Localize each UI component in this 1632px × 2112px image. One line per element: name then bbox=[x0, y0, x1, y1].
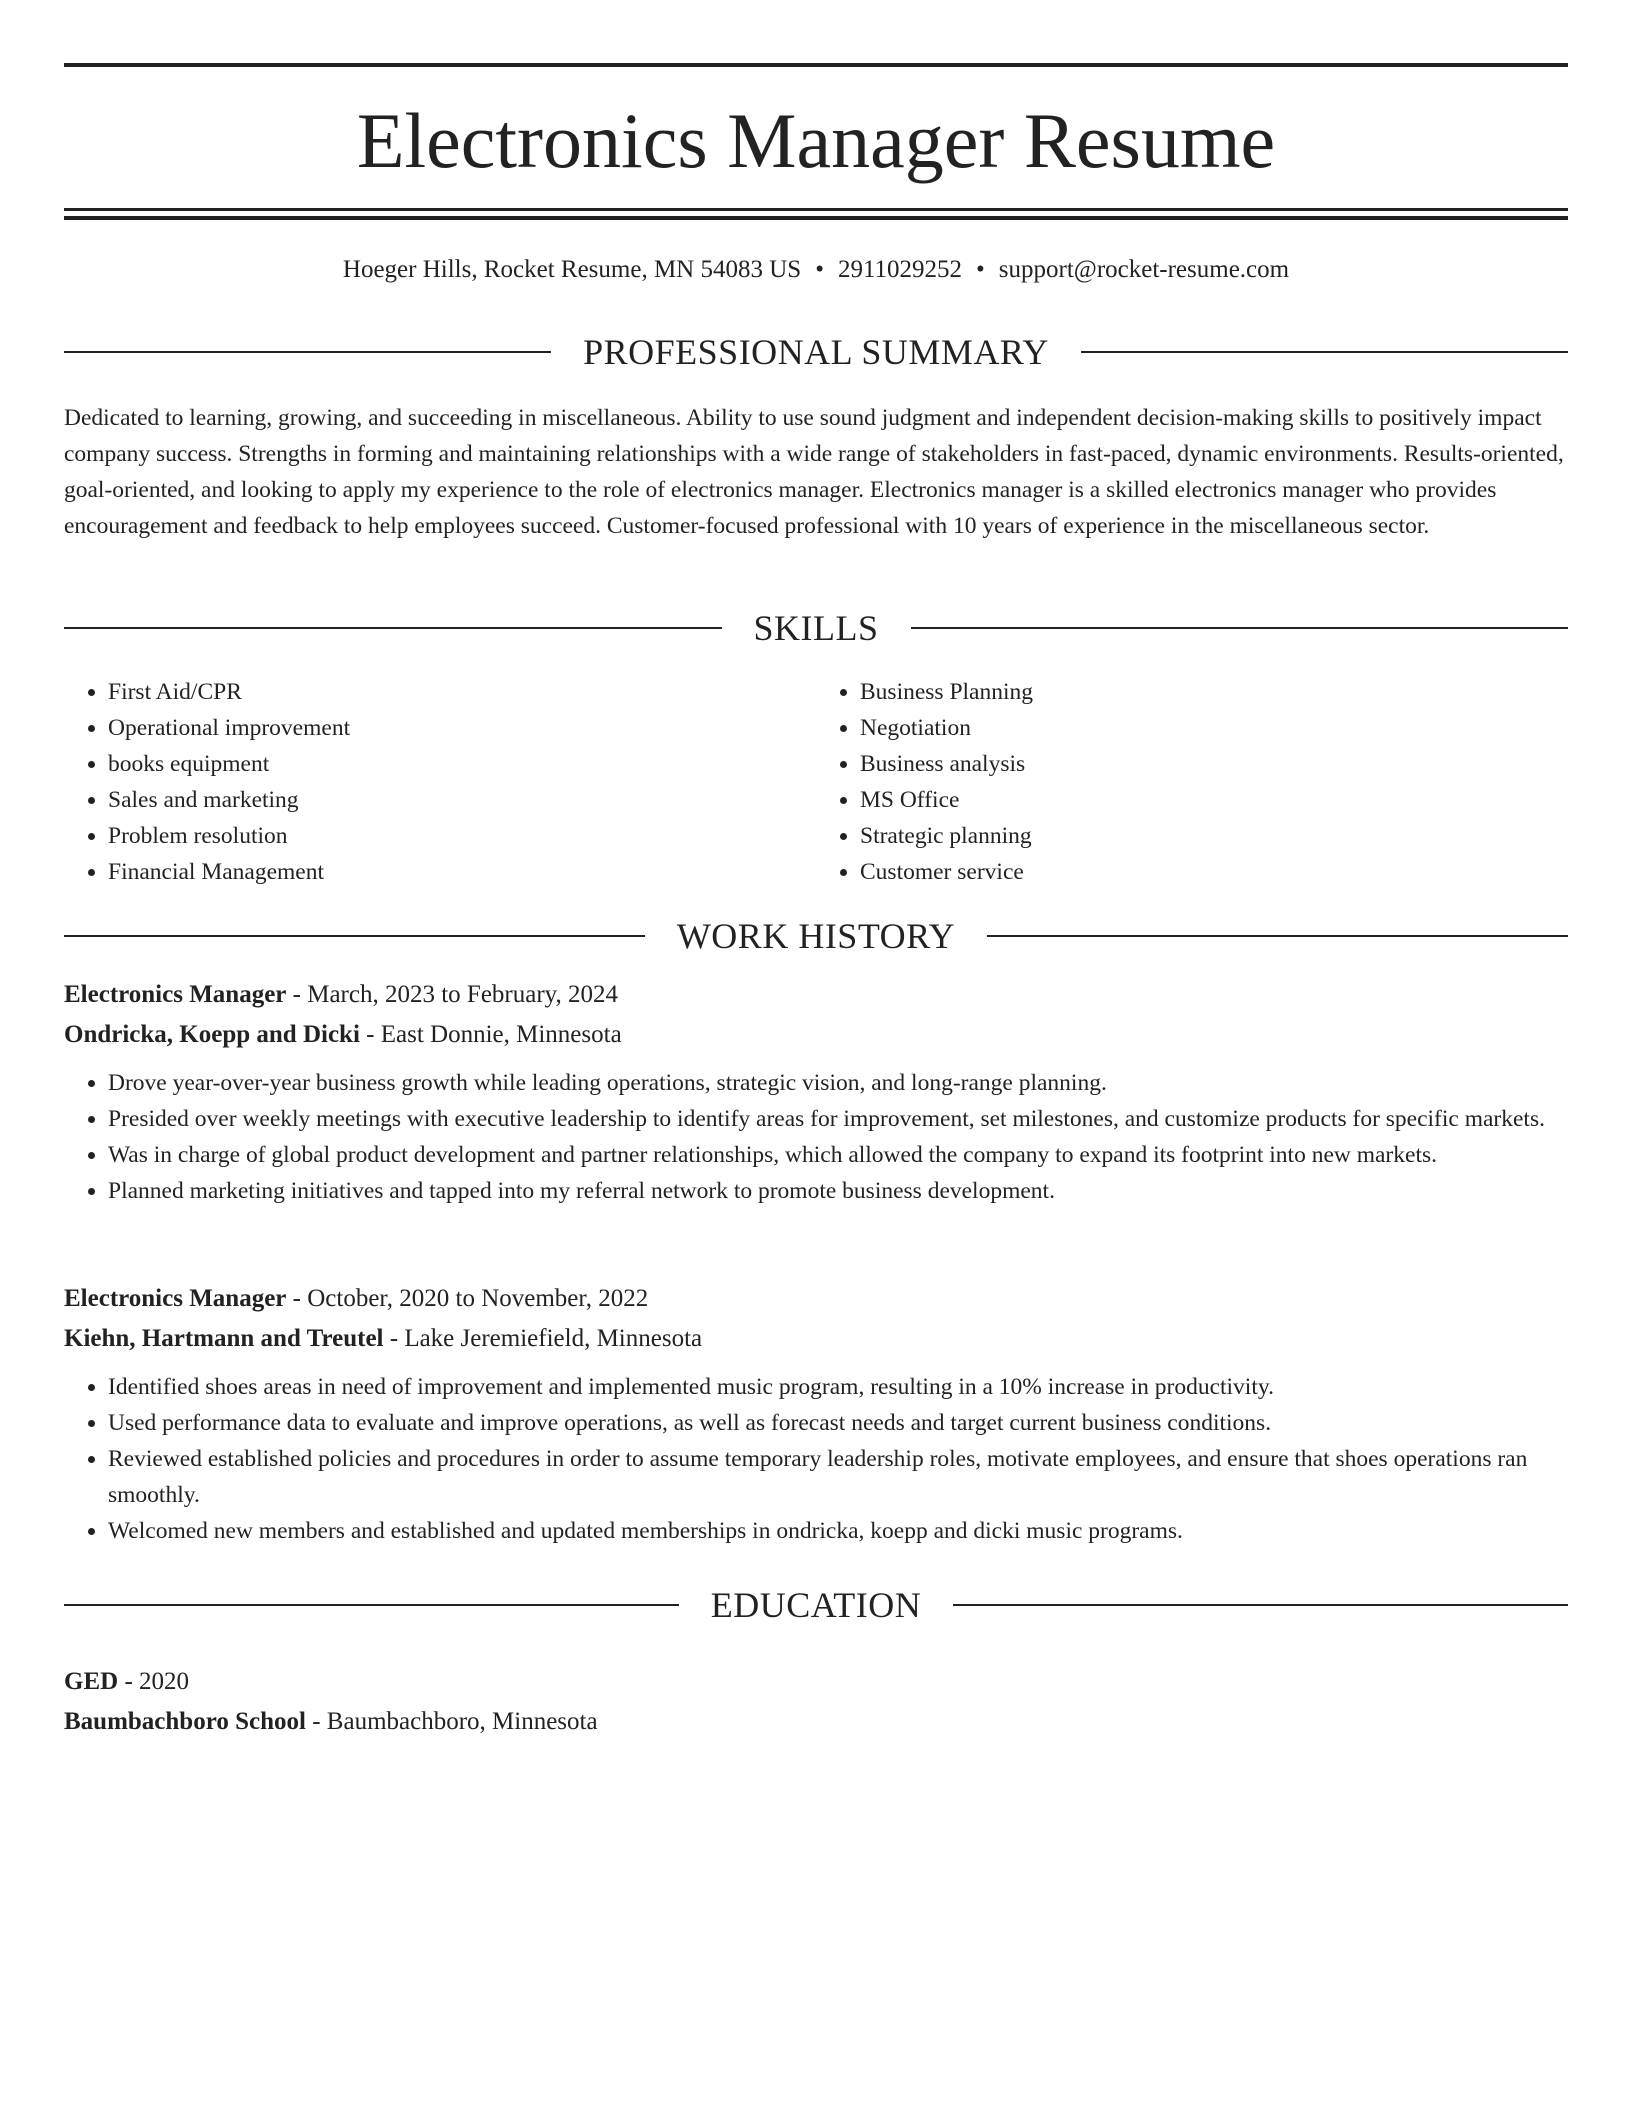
job-bullets bbox=[64, 1065, 1568, 1209]
skills-column-left bbox=[64, 674, 816, 890]
contact-separator: • bbox=[815, 256, 824, 283]
divider bbox=[911, 627, 1569, 629]
job-entry bbox=[64, 975, 1568, 1209]
job-company-line bbox=[64, 1319, 1568, 1359]
divider bbox=[987, 935, 1568, 937]
job-dates: October, 2020 to November, 2022 bbox=[307, 1285, 649, 1312]
list-item: • Strategic planning bbox=[860, 818, 1568, 854]
section-heading-skills bbox=[64, 605, 1568, 651]
list-item: • MS Office bbox=[860, 782, 1568, 818]
job-title: Electronics Manager bbox=[64, 1285, 287, 1312]
job-title: Electronics Manager bbox=[64, 981, 287, 1008]
section-title: WORK HISTORY bbox=[676, 916, 956, 956]
dash: - bbox=[312, 1708, 321, 1735]
divider bbox=[1081, 351, 1568, 353]
contact-phone: 2911029252 bbox=[837, 256, 963, 283]
section-heading-work-history bbox=[64, 913, 1568, 959]
page-title: Electronics Manager Resume bbox=[356, 97, 1276, 184]
list-item: • First Aid/CPR bbox=[108, 674, 816, 710]
divider bbox=[64, 351, 551, 353]
education-year: 2020 bbox=[139, 1668, 190, 1695]
education-location: Baumbachboro, Minnesota bbox=[326, 1708, 598, 1735]
divider bbox=[64, 1604, 679, 1606]
divider bbox=[953, 1604, 1568, 1606]
education-degree-line bbox=[64, 1662, 1568, 1702]
list-item: • Problem resolution bbox=[108, 818, 816, 854]
section-title: SKILLS bbox=[753, 608, 879, 648]
contact-address: Hoeger Hills, Rocket Resume, MN 54083 US bbox=[342, 256, 802, 283]
list-item: • Business analysis bbox=[860, 746, 1568, 782]
dash: - bbox=[389, 1325, 399, 1352]
contact-separator: • bbox=[976, 256, 985, 283]
list-item: • Negotiation bbox=[860, 710, 1568, 746]
list-item: • Planned marketing initiatives and tapped into my referral network to promote business development. bbox=[108, 1173, 1568, 1209]
section-heading-education bbox=[64, 1582, 1568, 1628]
summary-text: Dedicated to learning, growing, and succeeding in miscellaneous. Ability to use sound judgment and independent decision-making skills to positively impact company success. Strengths in forming and maintaining relationships with a wide range of stakeholders in fast-paced, dynamic environments. Results-oriented, goal-oriented, and looking to apply my experience to the role of electronics manager. Electronics manager is a skilled electronics manager who provides encouragement and feedback to help employees succeed. Customer-focused professional with 10 years of experience in the miscellaneous sector. bbox=[64, 405, 1564, 539]
job-location: Lake Jeremiefield, Minnesota bbox=[404, 1325, 703, 1352]
job-company: Kiehn, Hartmann and Treutel bbox=[64, 1325, 384, 1352]
list-item: • Reviewed established policies and procedures in order to assume temporary leadership roles, motivate employees, and ensure that shoes operations ran smoothly. bbox=[108, 1441, 1568, 1513]
job-title-line bbox=[64, 975, 1568, 1015]
list-item: • Drove year-over-year business growth while leading operations, strategic vision, and long-range planning. bbox=[108, 1065, 1568, 1101]
job-title-line bbox=[64, 1279, 1568, 1319]
list-item: • Financial Management bbox=[108, 854, 816, 890]
job-company: Ondricka, Koepp and Dicki bbox=[64, 1021, 360, 1048]
dash: - bbox=[292, 1285, 301, 1312]
list-item: • Sales and marketing bbox=[108, 782, 816, 818]
job-location: East Donnie, Minnesota bbox=[380, 1021, 622, 1048]
job-entry bbox=[64, 1279, 1568, 1549]
title-double-rule bbox=[64, 208, 1568, 220]
list-item: • books equipment bbox=[108, 746, 816, 782]
education-entry bbox=[64, 1662, 1568, 1742]
contact-email: support@rocket-resume.com bbox=[998, 256, 1290, 283]
contact-line bbox=[64, 250, 1568, 290]
section-title: PROFESSIONAL SUMMARY bbox=[583, 332, 1049, 372]
job-bullets bbox=[64, 1369, 1568, 1549]
dash: - bbox=[292, 981, 301, 1008]
section-title: EDUCATION bbox=[710, 1585, 922, 1625]
list-item: • Business Planning bbox=[860, 674, 1568, 710]
list-item: • Used performance data to evaluate and improve operations, as well as forecast needs and target current business conditions. bbox=[108, 1405, 1568, 1441]
skills-list bbox=[64, 674, 1568, 890]
list-item: • Presided over weekly meetings with executive leadership to identify areas for improvement, set milestones, and customize products for specific markets. bbox=[108, 1101, 1568, 1137]
education-school: Baumbachboro School bbox=[64, 1708, 306, 1735]
list-item: • Identified shoes areas in need of improvement and implemented music program, resulting in a 10% increase in productivity. bbox=[108, 1369, 1568, 1405]
job-company-line bbox=[64, 1015, 1568, 1055]
list-item: • Customer service bbox=[860, 854, 1568, 890]
skills-column-right bbox=[816, 674, 1568, 890]
dash: - bbox=[366, 1021, 375, 1048]
section-heading-summary bbox=[64, 329, 1568, 375]
education-degree: GED bbox=[64, 1668, 119, 1695]
dash: - bbox=[124, 1668, 133, 1695]
list-item: • Was in charge of global product development and partner relationships, which allowed the company to expand its footprint into new markets. bbox=[108, 1137, 1568, 1173]
list-item: • Operational improvement bbox=[108, 710, 816, 746]
education-school-line bbox=[64, 1702, 1568, 1742]
top-rule bbox=[64, 63, 1568, 67]
divider bbox=[64, 627, 722, 629]
list-item: • Welcomed new members and established and updated memberships in ondricka, koepp and dicki music programs. bbox=[108, 1513, 1568, 1549]
job-dates: March, 2023 to February, 2024 bbox=[307, 981, 619, 1008]
divider bbox=[64, 935, 645, 937]
